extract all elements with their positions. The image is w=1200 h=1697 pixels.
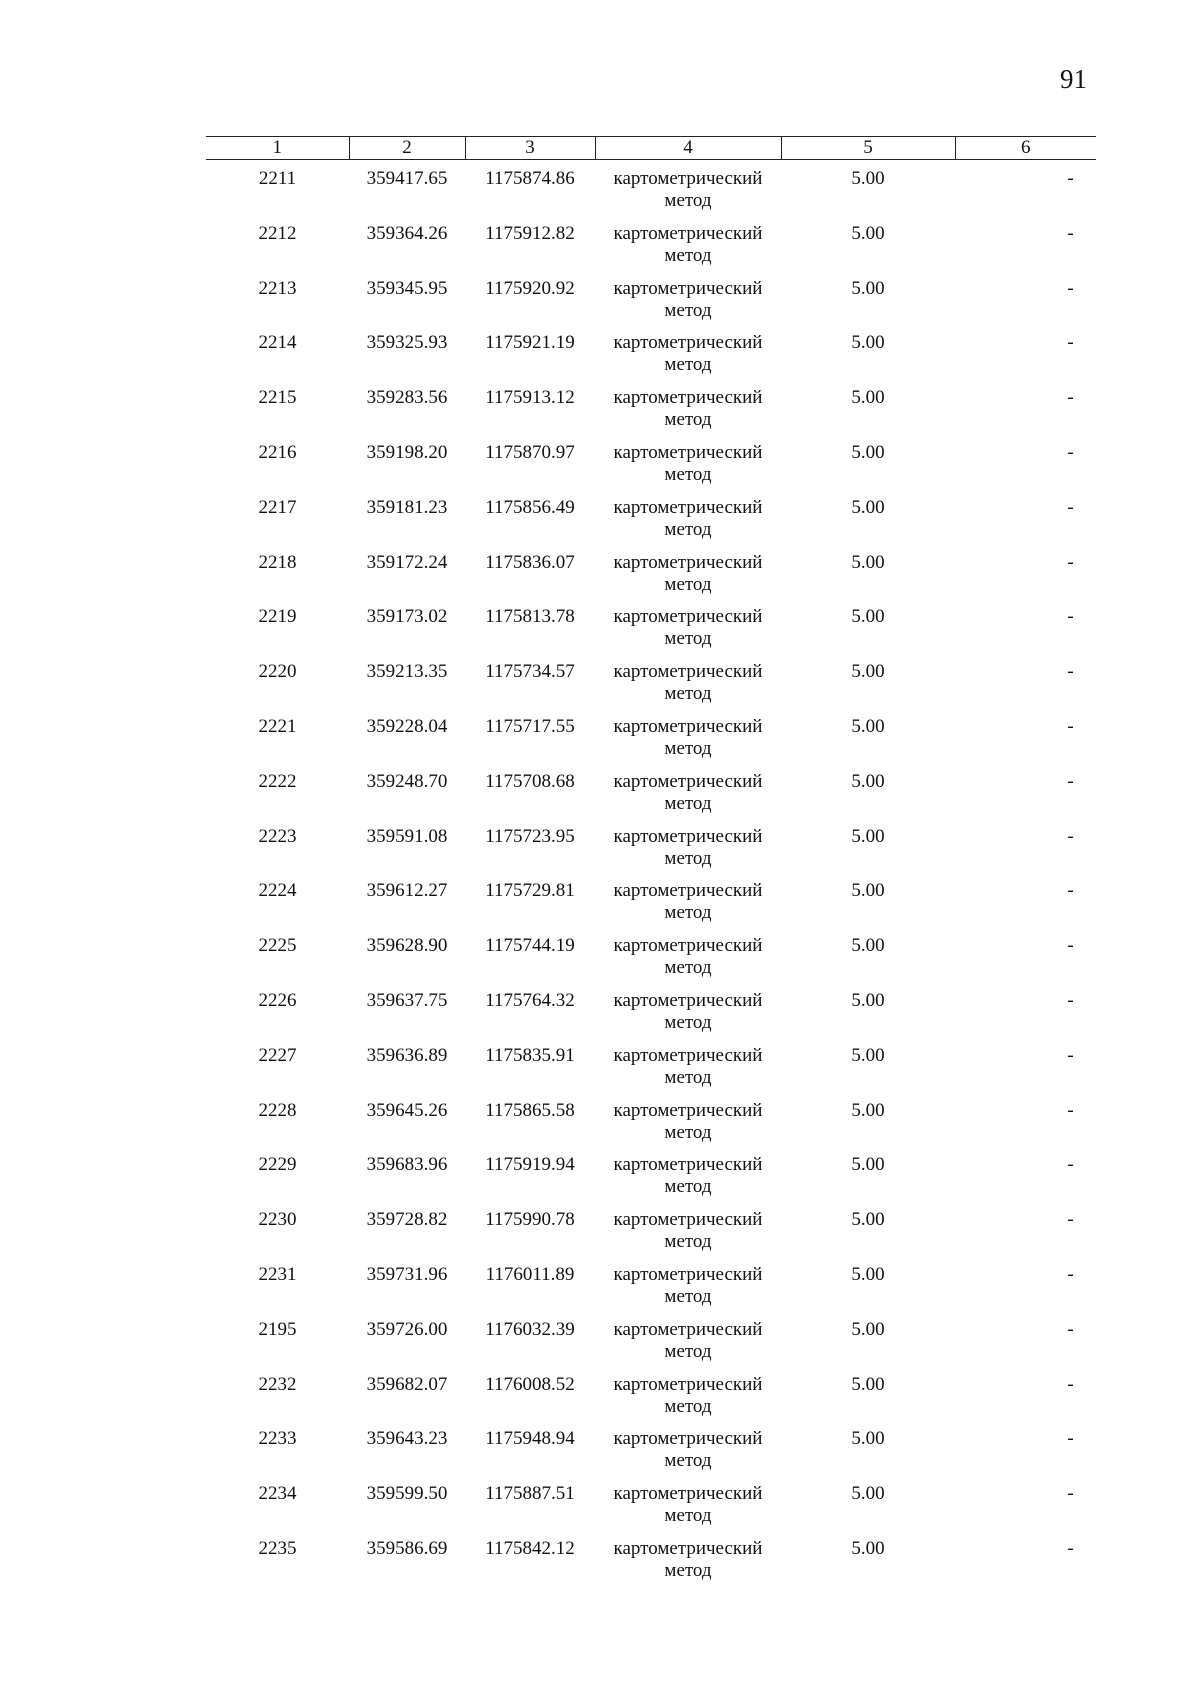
- point-id-cell: 2226: [258, 989, 297, 1011]
- x-coordinate-cell: 359731.96: [366, 1263, 448, 1285]
- point-id-cell: 2212: [258, 222, 297, 244]
- method-line-2: метод: [664, 518, 712, 540]
- accuracy-cell: 5.00: [851, 1099, 885, 1121]
- x-coordinate-cell: 359283.56: [366, 387, 448, 409]
- accuracy-cell: 5.00: [851, 1318, 885, 1340]
- method-line-2: метод: [664, 902, 712, 924]
- method-line-2: метод: [664, 1505, 712, 1527]
- note-cell: -: [1067, 496, 1074, 518]
- method-cell: [595, 387, 781, 442]
- y-coordinate-cell: 1175744.19: [485, 935, 575, 957]
- method-cell: [595, 1483, 781, 1538]
- method-line-2: метод: [664, 628, 712, 650]
- note-cell: -: [1067, 1099, 1074, 1121]
- method-line-2: метод: [664, 299, 712, 321]
- accuracy-cell: 5.00: [851, 1209, 885, 1231]
- method-cell: [595, 223, 781, 278]
- point-id-cell: 2214: [258, 332, 297, 354]
- method-cell: [595, 880, 781, 935]
- note-cell: -: [1067, 661, 1074, 683]
- method-cell: [595, 1319, 781, 1374]
- y-coordinate-cell: 1175729.81: [485, 880, 575, 902]
- note-cell: -: [1067, 332, 1074, 354]
- x-coordinate-cell: 359591.08: [366, 825, 448, 847]
- table-row: [206, 1209, 1096, 1264]
- note-cell: -: [1067, 168, 1074, 189]
- accuracy-cell: 5.00: [851, 880, 885, 902]
- y-coordinate-cell: 1175919.94: [485, 1154, 575, 1176]
- table-row: [206, 1374, 1096, 1429]
- method-cell: [595, 1538, 781, 1593]
- method-cell: [595, 1428, 781, 1483]
- table-row: [206, 223, 1096, 278]
- note-cell: -: [1067, 1318, 1074, 1340]
- method-line-2: метод: [664, 190, 712, 211]
- x-coordinate-cell: 359726.00: [366, 1318, 448, 1340]
- point-id-cell: 2216: [258, 441, 297, 463]
- y-coordinate-cell: 1175990.78: [485, 1209, 575, 1231]
- accuracy-cell: 5.00: [851, 551, 885, 573]
- accuracy-cell: 5.00: [851, 387, 885, 409]
- accuracy-cell: 5.00: [851, 1428, 885, 1450]
- y-coordinate-cell: 1175912.82: [485, 222, 575, 244]
- method-line-1: картометрический: [613, 277, 763, 299]
- note-cell: -: [1067, 715, 1074, 737]
- accuracy-cell: 5.00: [851, 1537, 885, 1559]
- table-row: [206, 1264, 1096, 1319]
- method-cell: [595, 1154, 781, 1209]
- note-cell: -: [1067, 441, 1074, 463]
- method-line-1: картометрический: [613, 661, 763, 683]
- note-cell: -: [1067, 1537, 1074, 1559]
- note-cell: -: [1067, 606, 1074, 628]
- y-coordinate-cell: 1175856.49: [485, 496, 575, 518]
- accuracy-cell: 5.00: [851, 168, 885, 189]
- x-coordinate-cell: 359181.23: [366, 496, 448, 518]
- column-header-3: 3: [465, 137, 595, 160]
- y-coordinate-cell: 1175734.57: [485, 661, 575, 683]
- table-row: [206, 1319, 1096, 1374]
- column-header-4: 4: [595, 137, 781, 160]
- accuracy-cell: 5.00: [851, 1044, 885, 1066]
- point-id-cell: 2195: [258, 1318, 297, 1340]
- table-row: [206, 160, 1096, 223]
- method-cell: [595, 1374, 781, 1429]
- accuracy-cell: 5.00: [851, 332, 885, 354]
- note-cell: -: [1067, 770, 1074, 792]
- coordinates-table: [206, 136, 1096, 1593]
- x-coordinate-cell: 359728.82: [366, 1209, 448, 1231]
- note-cell: -: [1067, 880, 1074, 902]
- x-coordinate-cell: 359682.07: [366, 1373, 448, 1395]
- y-coordinate-cell: 1175874.86: [485, 168, 575, 189]
- method-line-1: картометрический: [613, 1428, 763, 1450]
- x-coordinate-cell: 359628.90: [366, 935, 448, 957]
- point-id-cell: 2234: [258, 1483, 297, 1505]
- y-coordinate-cell: 1175723.95: [485, 825, 575, 847]
- point-id-cell: 2229: [258, 1154, 297, 1176]
- table-row: [206, 990, 1096, 1045]
- method-line-2: метод: [664, 244, 712, 266]
- table-row: [206, 826, 1096, 881]
- point-id-cell: 2213: [258, 277, 297, 299]
- method-cell: [595, 716, 781, 771]
- note-cell: -: [1067, 1373, 1074, 1395]
- table-body: [206, 160, 1096, 1593]
- accuracy-cell: 5.00: [851, 441, 885, 463]
- note-cell: -: [1067, 1044, 1074, 1066]
- accuracy-cell: 5.00: [851, 1483, 885, 1505]
- method-cell: [595, 497, 781, 552]
- column-header-1: 1: [206, 137, 349, 160]
- point-id-cell: 2225: [258, 935, 297, 957]
- method-line-2: метод: [664, 1121, 712, 1143]
- accuracy-cell: 5.00: [851, 496, 885, 518]
- method-cell: [595, 606, 781, 661]
- y-coordinate-cell: 1175913.12: [485, 387, 575, 409]
- point-id-cell: 2231: [258, 1263, 297, 1285]
- x-coordinate-cell: 359173.02: [366, 606, 448, 628]
- table-row: [206, 497, 1096, 552]
- x-coordinate-cell: 359345.95: [366, 277, 448, 299]
- y-coordinate-cell: 1175921.19: [485, 332, 575, 354]
- x-coordinate-cell: 359417.65: [366, 168, 448, 189]
- method-line-1: картометрический: [613, 770, 763, 792]
- method-line-2: метод: [664, 792, 712, 814]
- table-row: [206, 606, 1096, 661]
- method-cell: [595, 1264, 781, 1319]
- note-cell: -: [1067, 551, 1074, 573]
- y-coordinate-cell: 1175836.07: [485, 551, 575, 573]
- method-line-2: метод: [664, 1231, 712, 1253]
- point-id-cell: 2230: [258, 1209, 297, 1231]
- method-cell: [595, 1209, 781, 1264]
- method-line-1: картометрический: [613, 222, 763, 244]
- accuracy-cell: 5.00: [851, 935, 885, 957]
- method-cell: [595, 990, 781, 1045]
- point-id-cell: 2218: [258, 551, 297, 573]
- accuracy-cell: 5.00: [851, 222, 885, 244]
- page-number: 91: [1060, 64, 1087, 94]
- method-line-2: метод: [664, 1559, 712, 1581]
- accuracy-cell: 5.00: [851, 1263, 885, 1285]
- method-line-1: картометрический: [613, 1537, 763, 1559]
- method-line-2: метод: [664, 573, 712, 595]
- method-line-1: картометрический: [613, 1099, 763, 1121]
- accuracy-cell: 5.00: [851, 989, 885, 1011]
- note-cell: -: [1067, 1263, 1074, 1285]
- x-coordinate-cell: 359586.69: [366, 1537, 448, 1559]
- method-line-2: метод: [664, 1285, 712, 1307]
- y-coordinate-cell: 1176032.39: [485, 1318, 575, 1340]
- y-coordinate-cell: 1175813.78: [485, 606, 575, 628]
- method-line-2: метод: [664, 1395, 712, 1417]
- table-row: [206, 880, 1096, 935]
- y-coordinate-cell: 1175865.58: [485, 1099, 575, 1121]
- y-coordinate-cell: 1175842.12: [485, 1537, 575, 1559]
- note-cell: -: [1067, 222, 1074, 244]
- method-line-2: метод: [664, 409, 712, 431]
- method-line-2: метод: [664, 1066, 712, 1088]
- method-line-2: метод: [664, 847, 712, 869]
- note-cell: -: [1067, 1154, 1074, 1176]
- note-cell: -: [1067, 387, 1074, 409]
- note-cell: -: [1067, 1483, 1074, 1505]
- y-coordinate-cell: 1175870.97: [485, 441, 575, 463]
- table-row: [206, 661, 1096, 716]
- method-line-1: картометрический: [613, 496, 763, 518]
- accuracy-cell: 5.00: [851, 606, 885, 628]
- method-line-1: картометрический: [613, 1483, 763, 1505]
- column-header-6: 6: [955, 137, 1096, 160]
- method-line-2: метод: [664, 463, 712, 485]
- table-row: [206, 1428, 1096, 1483]
- point-id-cell: 2223: [258, 825, 297, 847]
- x-coordinate-cell: 359645.26: [366, 1099, 448, 1121]
- point-id-cell: 2215: [258, 387, 297, 409]
- y-coordinate-cell: 1175764.32: [485, 989, 575, 1011]
- y-coordinate-cell: 1175887.51: [485, 1483, 575, 1505]
- x-coordinate-cell: 359325.93: [366, 332, 448, 354]
- accuracy-cell: 5.00: [851, 770, 885, 792]
- method-cell: [595, 1100, 781, 1155]
- point-id-cell: 2211: [258, 168, 297, 189]
- header-row: [206, 137, 1096, 160]
- method-line-1: картометрический: [613, 168, 763, 189]
- method-line-1: картометрический: [613, 1263, 763, 1285]
- method-line-1: картометрический: [613, 387, 763, 409]
- x-coordinate-cell: 359364.26: [366, 222, 448, 244]
- method-line-1: картометрический: [613, 1318, 763, 1340]
- table-row: [206, 1100, 1096, 1155]
- method-line-1: картометрический: [613, 1209, 763, 1231]
- method-line-2: метод: [664, 354, 712, 376]
- y-coordinate-cell: 1175920.92: [485, 277, 575, 299]
- point-id-cell: 2222: [258, 770, 297, 792]
- method-line-1: картометрический: [613, 551, 763, 573]
- point-id-cell: 2233: [258, 1428, 297, 1450]
- note-cell: -: [1067, 989, 1074, 1011]
- x-coordinate-cell: 359683.96: [366, 1154, 448, 1176]
- method-line-1: картометрический: [613, 441, 763, 463]
- table-row: [206, 1154, 1096, 1209]
- note-cell: -: [1067, 1209, 1074, 1231]
- accuracy-cell: 5.00: [851, 661, 885, 683]
- point-id-cell: 2221: [258, 715, 297, 737]
- note-cell: -: [1067, 1428, 1074, 1450]
- y-coordinate-cell: 1175948.94: [485, 1428, 575, 1450]
- point-id-cell: 2217: [258, 496, 297, 518]
- x-coordinate-cell: 359643.23: [366, 1428, 448, 1450]
- x-coordinate-cell: 359636.89: [366, 1044, 448, 1066]
- method-line-2: метод: [664, 1011, 712, 1033]
- y-coordinate-cell: 1175835.91: [485, 1044, 575, 1066]
- note-cell: -: [1067, 277, 1074, 299]
- point-id-cell: 2235: [258, 1537, 297, 1559]
- x-coordinate-cell: 359172.24: [366, 551, 448, 573]
- accuracy-cell: 5.00: [851, 825, 885, 847]
- table-row: [206, 552, 1096, 607]
- accuracy-cell: 5.00: [851, 1154, 885, 1176]
- method-cell: [595, 1045, 781, 1100]
- point-id-cell: 2232: [258, 1373, 297, 1395]
- table-row: [206, 332, 1096, 387]
- y-coordinate-cell: 1176008.52: [485, 1373, 575, 1395]
- column-header-2: 2: [349, 137, 465, 160]
- table-row: [206, 1045, 1096, 1100]
- method-line-1: картометрический: [613, 1373, 763, 1395]
- method-cell: [595, 332, 781, 387]
- method-cell: [595, 771, 781, 826]
- method-line-1: картометрический: [613, 606, 763, 628]
- y-coordinate-cell: 1176011.89: [485, 1263, 575, 1285]
- table-row: [206, 771, 1096, 826]
- method-cell: [595, 826, 781, 881]
- x-coordinate-cell: 359213.35: [366, 661, 448, 683]
- note-cell: -: [1067, 935, 1074, 957]
- y-coordinate-cell: 1175708.68: [485, 770, 575, 792]
- method-line-2: метод: [664, 737, 712, 759]
- table-row: [206, 442, 1096, 497]
- point-id-cell: 2224: [258, 880, 297, 902]
- method-line-2: метод: [664, 1176, 712, 1198]
- method-line-1: картометрический: [613, 935, 763, 957]
- x-coordinate-cell: 359637.75: [366, 989, 448, 1011]
- method-line-1: картометрический: [613, 989, 763, 1011]
- method-line-1: картометрический: [613, 1044, 763, 1066]
- method-line-1: картометрический: [613, 332, 763, 354]
- method-cell: [595, 661, 781, 716]
- x-coordinate-cell: 359248.70: [366, 770, 448, 792]
- method-cell: [595, 160, 781, 223]
- method-cell: [595, 442, 781, 497]
- point-id-cell: 2227: [258, 1044, 297, 1066]
- x-coordinate-cell: 359599.50: [366, 1483, 448, 1505]
- method-line-1: картометрический: [613, 1154, 763, 1176]
- method-line-2: метод: [664, 1450, 712, 1472]
- x-coordinate-cell: 359612.27: [366, 880, 448, 902]
- x-coordinate-cell: 359198.20: [366, 441, 448, 463]
- method-line-2: метод: [664, 683, 712, 705]
- table-row: [206, 1483, 1096, 1538]
- method-line-2: метод: [664, 957, 712, 979]
- accuracy-cell: 5.00: [851, 715, 885, 737]
- accuracy-cell: 5.00: [851, 277, 885, 299]
- point-id-cell: 2219: [258, 606, 297, 628]
- y-coordinate-cell: 1175717.55: [485, 715, 575, 737]
- accuracy-cell: 5.00: [851, 1373, 885, 1395]
- method-line-1: картометрический: [613, 880, 763, 902]
- method-line-1: картометрический: [613, 715, 763, 737]
- point-id-cell: 2228: [258, 1099, 297, 1121]
- table-row: [206, 935, 1096, 990]
- table-row: [206, 387, 1096, 442]
- table-row: [206, 716, 1096, 771]
- table-row: [206, 1538, 1096, 1593]
- point-id-cell: 2220: [258, 661, 297, 683]
- method-cell: [595, 552, 781, 607]
- column-header-5: 5: [781, 137, 955, 160]
- method-line-1: картометрический: [613, 825, 763, 847]
- method-line-2: метод: [664, 1340, 712, 1362]
- method-cell: [595, 278, 781, 333]
- note-cell: -: [1067, 825, 1074, 847]
- x-coordinate-cell: 359228.04: [366, 715, 448, 737]
- table-row: [206, 278, 1096, 333]
- table-header: [206, 137, 1096, 160]
- method-cell: [595, 935, 781, 990]
